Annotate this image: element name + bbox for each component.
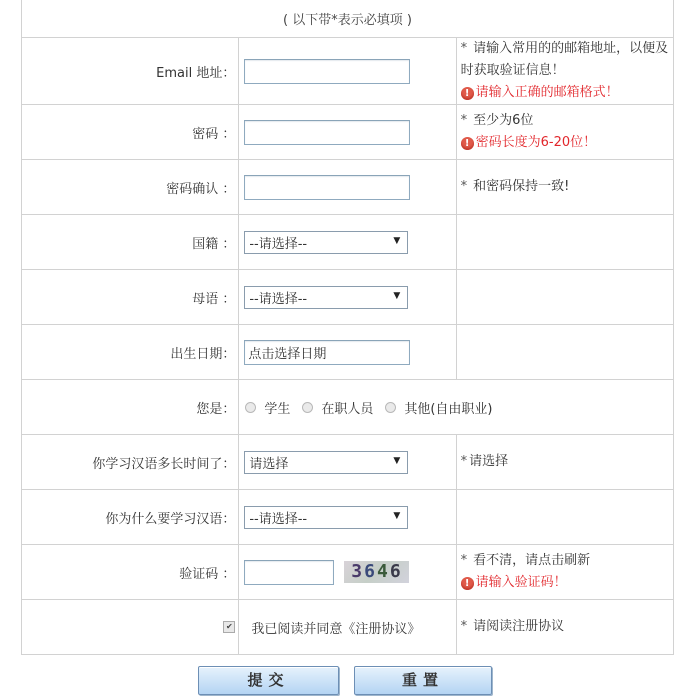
password-label: 密码 ： [22, 105, 239, 160]
captcha-label: 验证码 ： [22, 545, 239, 600]
identity-label: 您是： [22, 380, 239, 435]
nationality-label: 国籍 ： [22, 215, 239, 270]
required-star-icon: * [460, 619, 468, 634]
captcha-input[interactable] [244, 560, 334, 585]
study-duration-label: 你学习汉语多长时间了： [22, 435, 239, 490]
chevron-down-icon: ▼ [393, 290, 401, 301]
reset-button[interactable]: 重置 [354, 666, 492, 695]
identity-radio-group [239, 398, 673, 417]
nationality-select[interactable]: --请选择-- ▼ [244, 231, 408, 254]
error-icon: ! [461, 577, 474, 590]
agreement-row [22, 600, 674, 655]
radio-student[interactable] [245, 402, 256, 413]
password-hint: * 至少为6位 [460, 113, 534, 128]
birth-date-input[interactable] [244, 340, 410, 365]
form-note-row [22, 0, 674, 38]
radio-student-label[interactable]: 学生 [264, 401, 291, 417]
birth-date-row [22, 325, 674, 380]
password-row [22, 105, 674, 160]
radio-other[interactable] [385, 402, 396, 413]
error-icon: ! [461, 87, 474, 100]
registration-form [21, 0, 674, 655]
captcha-error: ! 请输入验证码！ [461, 572, 673, 594]
password-input[interactable] [244, 120, 410, 145]
password-error: ! 密码长度为6-20位！ [461, 132, 673, 154]
password-confirm-row [22, 160, 674, 215]
identity-row [22, 380, 674, 435]
email-hint: * 请输入常用的的邮箱地址，以便及时获取验证信息！ [460, 41, 669, 78]
native-language-label: 母语 ： [22, 270, 239, 325]
radio-employed-label[interactable]: 在职人员 [321, 401, 374, 417]
study-reason-row [22, 490, 674, 545]
required-star-icon: * [460, 553, 468, 568]
required-star-icon: * [460, 179, 468, 194]
study-reason-label: 你为什么要学习汉语： [22, 490, 239, 545]
email-input[interactable] [244, 59, 410, 84]
radio-employed[interactable] [302, 402, 313, 413]
required-star-icon: * [460, 454, 468, 469]
agreement-link[interactable]: 我已阅读并同意《注册协议》 [251, 621, 421, 637]
error-icon: ! [461, 137, 474, 150]
captcha-row [22, 545, 674, 600]
study-reason-select[interactable]: --请选择-- ▼ [244, 506, 408, 529]
birth-date-label: 出生日期： [22, 325, 239, 380]
required-note: ( 以下带*表示必填项 ) [22, 0, 674, 38]
study-duration-row [22, 435, 674, 490]
password-confirm-label: 密码确认 ： [22, 160, 239, 215]
submit-button[interactable]: 提交 [198, 666, 339, 695]
radio-other-label[interactable]: 其他(自由职业) [404, 401, 493, 417]
email-row [22, 38, 674, 105]
chevron-down-icon: ▼ [393, 235, 401, 246]
native-language-row [22, 270, 674, 325]
chevron-down-icon: ▼ [393, 455, 401, 466]
agreement-hint: 请阅读注册协议 [473, 619, 565, 634]
native-language-select[interactable]: --请选择-- ▼ [244, 286, 408, 309]
study-duration-hint: 请选择 [469, 454, 509, 469]
chevron-down-icon: ▼ [393, 510, 401, 521]
required-star-icon: * [460, 113, 468, 128]
email-label: Email 地址： [22, 38, 239, 105]
password-confirm-hint: * 和密码保持一致! [460, 179, 570, 194]
password-confirm-input[interactable] [244, 175, 410, 200]
captcha-image[interactable]: 3646 [344, 561, 409, 583]
agreement-checkbox[interactable]: ✔ [223, 621, 235, 633]
study-duration-select[interactable]: 请选择 ▼ [244, 451, 408, 474]
required-star-icon: * [460, 41, 468, 56]
email-error: ! 请输入正确的邮箱格式！ [461, 82, 673, 104]
captcha-hint: * 看不清，请点击刷新 [460, 553, 591, 568]
nationality-row [22, 215, 674, 270]
